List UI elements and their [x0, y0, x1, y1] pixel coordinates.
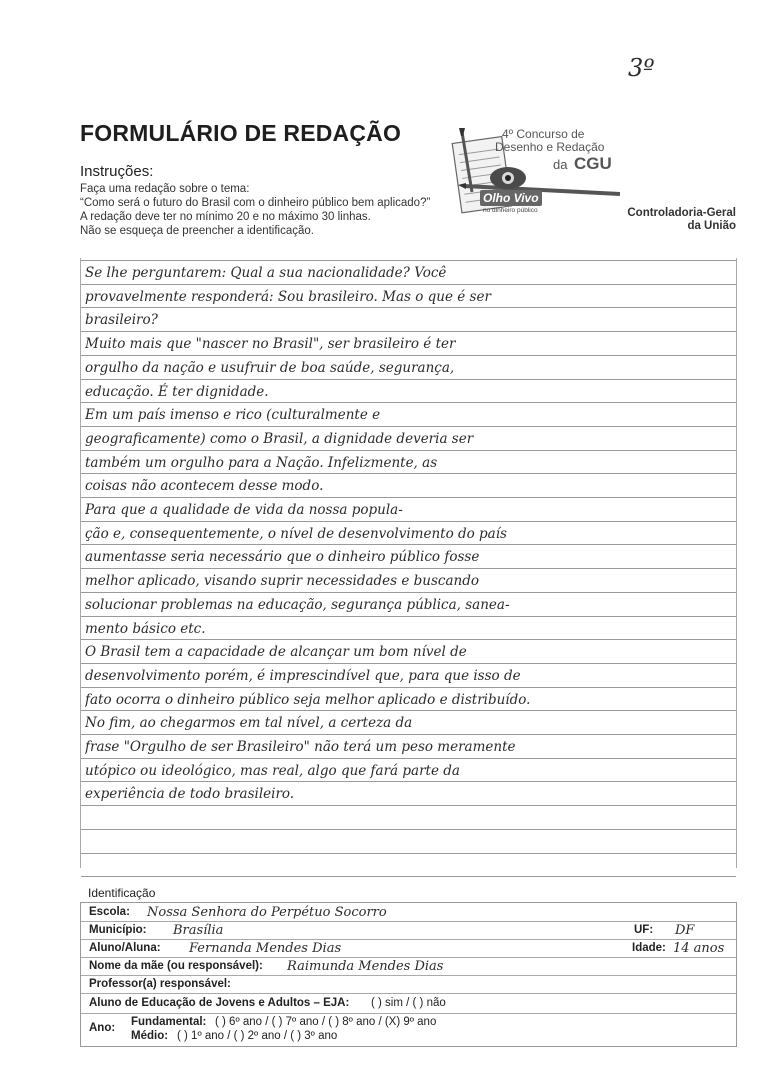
id-row-divider [81, 993, 736, 994]
form-title: FORMULÁRIO DE REDAÇÃO [80, 120, 402, 146]
organization-name-line-2: da União [687, 220, 736, 232]
essay-line: O Brasil tem a capacidade de alcançar um bom nível de [85, 644, 467, 661]
student-label: Aluno/Aluna: [89, 942, 161, 954]
instruction-line: Não se esqueça de preencher a identificação. [80, 225, 314, 237]
uf-value: DF [675, 923, 695, 938]
ruled-line [81, 687, 736, 688]
ruled-line [81, 521, 736, 522]
ruled-line [81, 568, 736, 569]
ruled-line [81, 402, 736, 403]
id-row-divider [81, 975, 736, 976]
mother-value: Raimunda Mendes Dias [287, 959, 444, 974]
year-label: Ano: [89, 1022, 116, 1034]
logo-line-3a: da [553, 157, 568, 172]
ruled-line [81, 307, 736, 308]
uf-label: UF: [634, 924, 654, 936]
ruled-line [81, 355, 736, 356]
school-label: Escola: [89, 906, 130, 918]
essay-line: brasileiro? [85, 312, 158, 329]
teacher-label: Professor(a) responsável: [89, 978, 231, 990]
essay-line: educação. É ter dignidade. [85, 383, 269, 400]
ruled-line [81, 781, 736, 782]
badge-main-text: Olho Vivo [483, 191, 539, 205]
logo-line-1: 4º Concurso de [502, 128, 585, 141]
ruled-line [81, 663, 736, 664]
page-number: 3º [628, 54, 655, 82]
ruled-line [81, 758, 736, 759]
logo-line-3b: CGU [574, 154, 612, 173]
logo-line-2: Desenho e Redação [495, 140, 605, 154]
essay-line: Para que a qualidade de vida da nossa popula- [85, 502, 403, 518]
instruction-line: “Como será o futuro do Brasil com o dinheiro público bem aplicado?” [80, 197, 431, 209]
essay-line: orgulho da nação e usufruir de boa saúde, segurança, [85, 359, 455, 376]
identification-box [80, 902, 737, 1047]
id-row-divider [81, 957, 736, 958]
essay-line: utópico ou ideológico, mas real, algo que fará parte da [85, 762, 460, 779]
municipality-label: Município: [89, 924, 147, 936]
ruled-line [81, 710, 736, 711]
ruled-line [81, 426, 736, 427]
fundamental-label: Fundamental: [131, 1016, 207, 1028]
identification-heading: Identificação [88, 886, 156, 900]
ruled-line [81, 616, 736, 617]
age-label: Idade: [632, 942, 666, 954]
ruled-line [81, 592, 736, 593]
age-value: 14 anos [673, 941, 725, 956]
essay-line: melhor aplicado, visando suprir necessidades e buscando [85, 573, 479, 590]
essay-line: Em um país imenso e rico (culturalmente e [85, 407, 381, 424]
essay-line: coisas não acontecem desse modo. [85, 478, 324, 495]
essay-line: provavelmente responderá: Sou brasileiro. Mas o que é ser [85, 288, 491, 305]
ruled-line [81, 829, 736, 830]
instruction-line: Faça uma redação sobre o tema: [80, 183, 250, 195]
ruled-line [81, 876, 736, 877]
student-value: Fernanda Mendes Dias [189, 941, 342, 956]
ruled-line [81, 805, 736, 806]
essay-line: solucionar problemas na educação, segurança pública, sanea- [85, 596, 510, 613]
ruled-line [81, 497, 736, 498]
fundamental-options: ( ) 6º ano / ( ) 7º ano / ( ) 8º ano / (X) 9º ano [215, 1016, 437, 1028]
ruled-line [81, 639, 736, 640]
instructions-heading: Instruções: [80, 163, 154, 180]
essay-line: também um orgulho para a Nação. Infelizmente, as [85, 454, 438, 471]
ruled-line [81, 734, 736, 735]
instruction-line: A redação deve ter no mínimo 20 e no máximo 30 linhas. [80, 211, 371, 223]
ruled-line [81, 473, 736, 474]
essay-line: frase "Orgulho de ser Brasileiro" não terá um peso meramente [85, 739, 516, 755]
essay-writing-area [80, 258, 737, 868]
ruled-line [81, 379, 736, 380]
id-row-divider [81, 921, 736, 922]
ruled-line [81, 853, 736, 854]
essay-line: aumentasse seria necessário que o dinheiro público fosse [85, 549, 480, 566]
ruled-line [81, 544, 736, 545]
ruled-line [81, 284, 736, 285]
badge-sub-text: no dinheiro público [483, 207, 538, 214]
id-row-divider [81, 1013, 736, 1014]
id-row-divider [81, 939, 736, 940]
essay-line: desenvolvimento porém, é imprescindível que, para que isso de [85, 667, 521, 684]
mother-label: Nome da mãe (ou responsável): [89, 960, 263, 972]
essay-line: Se lhe perguntarem: Qual a sua nacionalidade? Você [85, 265, 447, 281]
essay-line: Muito mais que "nascer no Brasil", ser brasileiro é ter [85, 336, 456, 353]
medio-options: ( ) 1º ano / ( ) 2º ano / ( ) 3º ano [177, 1030, 338, 1042]
essay-line: ção e, consequentemente, o nível de desenvolvimento do país [85, 525, 507, 542]
contest-logo-graphic [450, 128, 620, 236]
eja-options: ( ) sim / ( ) não [371, 997, 446, 1009]
eja-label: Aluno de Educação de Jovens e Adultos – EJA: [89, 997, 350, 1009]
ruled-line [81, 450, 736, 451]
ruled-line [81, 331, 736, 332]
medio-label: Médio: [131, 1030, 169, 1042]
essay-line: geograficamente) como o Brasil, a dignidade deveria ser [85, 430, 474, 447]
organization-name-line-1: Controladoria-Geral [627, 207, 736, 219]
essay-line: No fim, ao chegarmos em tal nível, a certeza da [85, 715, 413, 732]
ruled-line [81, 260, 736, 261]
essay-line: experiência de todo brasileiro. [85, 786, 295, 803]
municipality-value: Brasília [173, 923, 224, 938]
school-value: Nossa Senhora do Perpétuo Socorro [147, 905, 387, 920]
essay-line: mento básico etc. [85, 620, 206, 637]
contest-logo [450, 128, 620, 236]
essay-line: fato ocorra o dinheiro público seja melhor aplicado e distribuído. [85, 691, 531, 708]
